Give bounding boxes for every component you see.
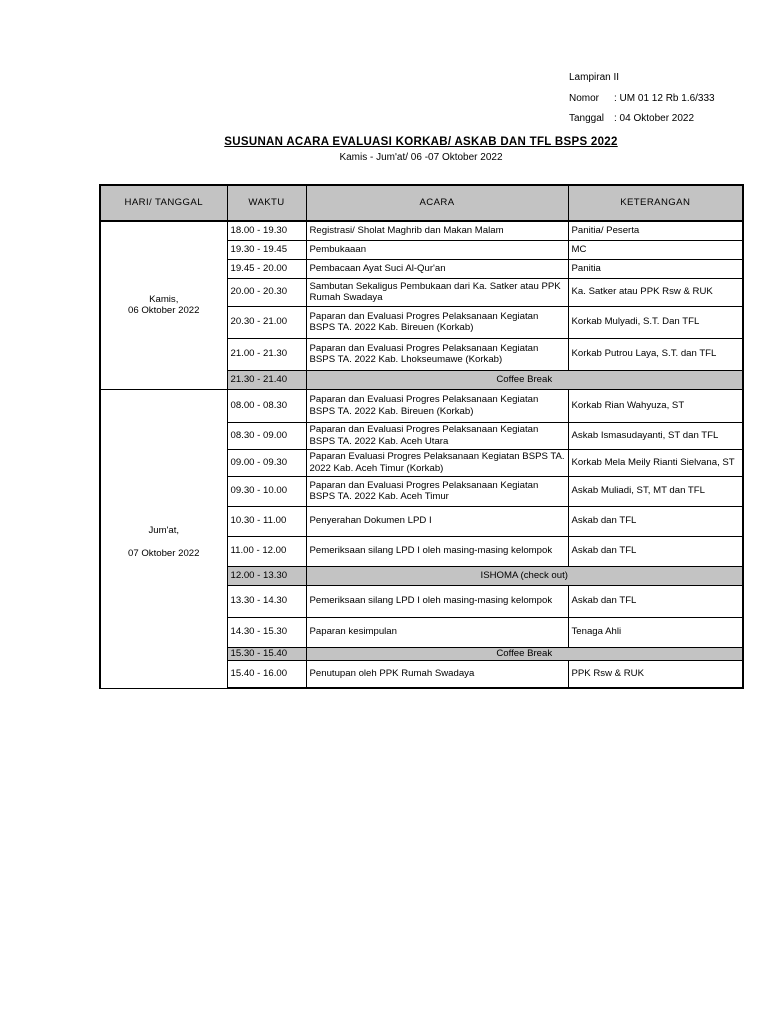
keterangan-cell: Panitia/ Peserta (568, 221, 743, 240)
lampiran-label: Lampiran II (569, 72, 620, 83)
nomor-label: Nomor (569, 92, 600, 104)
acara-cell: Paparan dan Evaluasi Progres Pelaksanaan Kegiatan BSPS TA. 2022 Kab. Bireuen (Korkab) (306, 306, 568, 338)
keterangan-cell: Tenaga Ahli (568, 617, 743, 647)
nomor-line (569, 89, 715, 110)
time-cell: 09.30 - 10.00 (227, 476, 306, 506)
break-label: Coffee Break (306, 647, 743, 660)
break-label: ISHOMA (check out) (306, 566, 743, 585)
col-header-keterangan: KETERANGAN (568, 185, 743, 221)
acara-cell: Paparan Evaluasi Progres Pelaksanaan Kegiatan BSPS TA. 2022 Kab. Aceh Timur (Korkab) (306, 449, 568, 476)
keterangan-cell: Askab dan TFL (568, 536, 743, 566)
time-cell: 13.30 - 14.30 (227, 585, 306, 617)
keterangan-cell: Panitia (568, 259, 743, 278)
day-name: Kamis, (149, 293, 179, 305)
col-header-waktu: WAKTU (227, 185, 306, 221)
day-date: 06 Oktober 2022 (128, 305, 200, 317)
time-cell: 08.00 - 08.30 (227, 389, 306, 422)
acara-cell: Pembacaan Ayat Suci Al-Qur'an (306, 259, 568, 278)
keterangan-cell: Askab dan TFL (568, 506, 743, 536)
day-cell-jumat (100, 389, 227, 688)
time-cell: 15.30 - 15.40 (227, 647, 306, 660)
document-meta (569, 68, 715, 130)
keterangan-cell: Ka. Satker atau PPK Rsw & RUK (568, 278, 743, 306)
keterangan-cell: Askab Ismasudayanti, ST dan TFL (568, 422, 743, 449)
acara-cell: Paparan dan Evaluasi Progres Pelaksanaan Kegiatan BSPS TA. 2022 Kab. Aceh Utara (306, 422, 568, 449)
acara-cell: Pemeriksaan silang LPD I oleh masing-masing kelompok (306, 585, 568, 617)
time-cell: 20.00 - 20.30 (227, 278, 306, 306)
keterangan-cell: MC (568, 240, 743, 259)
time-cell: 21.30 - 21.40 (227, 370, 306, 389)
lampiran-line (569, 68, 715, 89)
table-row (100, 389, 743, 422)
time-cell: 12.00 - 13.30 (227, 566, 306, 585)
time-cell: 10.30 - 11.00 (227, 506, 306, 536)
keterangan-cell: Askab dan TFL (568, 585, 743, 617)
day-name: Jum'at, (148, 525, 180, 536)
col-header-hari: HARI/ TANGGAL (100, 185, 227, 221)
time-cell: 14.30 - 15.30 (227, 617, 306, 647)
col-header-acara: ACARA (306, 185, 568, 221)
tanggal-label: Tanggal (569, 113, 605, 124)
keterangan-cell: Korkab Mela Meily Rianti Sielvana, ST (568, 449, 743, 476)
table-header-row (100, 185, 743, 221)
acara-cell: Paparan kesimpulan (306, 617, 568, 647)
acara-cell: Registrasi/ Sholat Maghrib dan Makan Malam (306, 221, 568, 240)
day-cell-kamis (100, 221, 227, 389)
time-cell: 09.00 - 09.30 (227, 449, 306, 476)
keterangan-cell: PPK Rsw & RUK (568, 660, 743, 688)
document-title: SUSUNAN ACARA EVALUASI KORKAB/ ASKAB DAN TFL BSPS 2022 (224, 136, 618, 148)
keterangan-cell: Korkab Mulyadi, S.T. Dan TFL (568, 306, 743, 338)
acara-cell: Sambutan Sekaligus Pembukaan dari Ka. Satker atau PPK Rumah Swadaya (306, 278, 568, 306)
acara-cell: Paparan dan Evaluasi Progres Pelaksanaan Kegiatan BSPS TA. 2022 Kab. Lhokseumawe (Korkab) (306, 338, 568, 370)
break-label: Coffee Break (306, 370, 743, 389)
nomor-value: : UM 01 12 Rb 1.6/333 (614, 92, 715, 104)
time-cell: 15.40 - 16.00 (227, 660, 306, 688)
time-cell: 19.45 - 20.00 (227, 259, 306, 278)
acara-cell: Pembukaaan (306, 240, 568, 259)
tanggal-line (569, 109, 715, 130)
acara-cell: Pemeriksaan silang LPD I oleh masing-masing kelompok (306, 536, 568, 566)
keterangan-cell: Korkab Rian Wahyuza, ST (568, 389, 743, 422)
time-cell: 19.30 - 19.45 (227, 240, 306, 259)
tanggal-value: : 04 Oktober 2022 (614, 113, 695, 124)
table-row (100, 221, 743, 240)
time-cell: 21.00 - 21.30 (227, 338, 306, 370)
day-date: 07 Oktober 2022 (128, 547, 200, 559)
keterangan-cell: Korkab Putrou Laya, S.T. dan TFL (568, 338, 743, 370)
time-cell: 20.30 - 21.00 (227, 306, 306, 338)
keterangan-cell: Askab Muliadi, ST, MT dan TFL (568, 476, 743, 506)
acara-cell: Paparan dan Evaluasi Progres Pelaksanaan Kegiatan BSPS TA. 2022 Kab. Aceh Timur (306, 476, 568, 506)
time-cell: 08.30 - 09.00 (227, 422, 306, 449)
time-cell: 18.00 - 19.30 (227, 221, 306, 240)
document-subtitle: Kamis - Jum'at/ 06 -07 Oktober 2022 (339, 152, 503, 163)
acara-cell: Paparan dan Evaluasi Progres Pelaksanaan Kegiatan BSPS TA. 2022 Kab. Bireuen (Korkab) (306, 389, 568, 422)
acara-cell: Penutupan oleh PPK Rumah Swadaya (306, 660, 568, 688)
schedule-table (99, 184, 744, 689)
time-cell: 11.00 - 12.00 (227, 536, 306, 566)
acara-cell: Penyerahan Dokumen LPD I (306, 506, 568, 536)
